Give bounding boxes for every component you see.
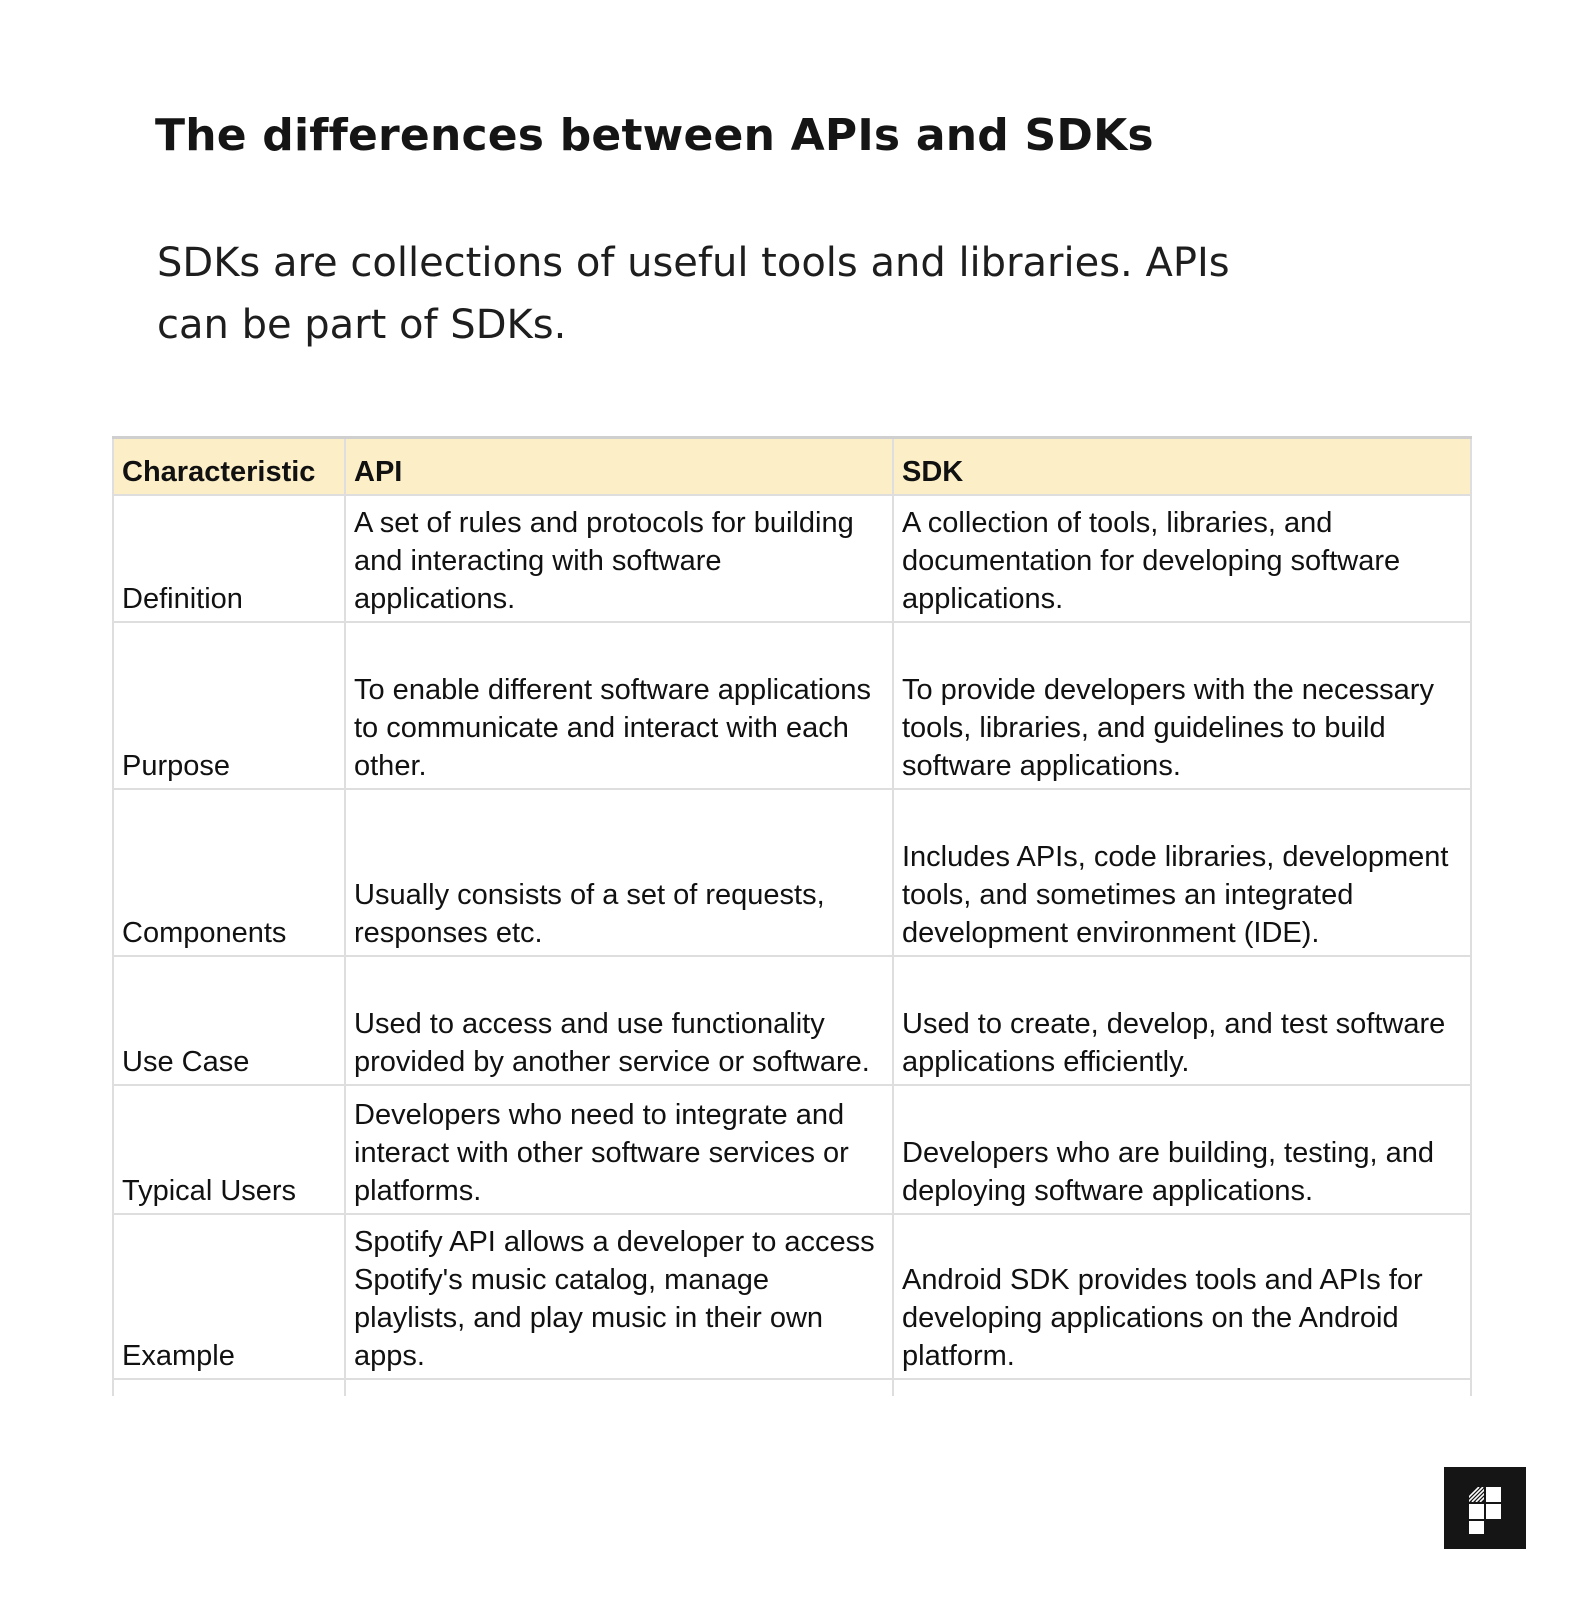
cell-api: Developers who need to integrate and interact with other software services or platforms.	[345, 1085, 893, 1214]
table-row	[113, 495, 1471, 622]
table-row	[113, 1214, 1471, 1379]
cell-characteristic: Purpose	[113, 622, 345, 789]
empty-cell	[113, 1379, 345, 1396]
table-row	[113, 956, 1471, 1085]
cell-characteristic: Components	[113, 789, 345, 956]
cell-characteristic: Example	[113, 1214, 345, 1379]
cell-sdk: A collection of tools, libraries, and documentation for developing software applications.	[893, 495, 1471, 622]
comparison-table	[112, 436, 1472, 1396]
table-header-row	[113, 438, 1471, 496]
column-header-sdk: SDK	[893, 438, 1471, 496]
comparison-table-container	[112, 436, 1470, 1396]
cell-api: Spotify API allows a developer to access Spotify's music catalog, manage playlists, and play music in their own apps.	[345, 1214, 893, 1379]
cell-sdk: Used to create, develop, and test software applications efficiently.	[893, 956, 1471, 1085]
page-title: The differences between APIs and SDKs	[155, 110, 1154, 161]
cell-sdk: Android SDK provides tools and APIs for developing applications on the Android platform.	[893, 1214, 1471, 1379]
column-header-characteristic: Characteristic	[113, 438, 345, 496]
table-row	[113, 789, 1471, 956]
intro-text: SDKs are collections of useful tools and libraries. APIs can be part of SDKs.	[157, 240, 1230, 348]
cell-sdk: Developers who are building, testing, and deploying software applications.	[893, 1085, 1471, 1214]
table-row	[113, 622, 1471, 789]
empty-cell	[893, 1379, 1471, 1396]
table-row	[113, 1085, 1471, 1214]
grid-logo-icon	[1444, 1467, 1526, 1549]
cell-api: Usually consists of a set of requests, responses etc.	[345, 789, 893, 956]
cell-characteristic: Definition	[113, 495, 345, 622]
cell-api: Used to access and use functionality provided by another service or software.	[345, 956, 893, 1085]
cell-api: To enable different software applications to communicate and interact with each other.	[345, 622, 893, 789]
cell-characteristic: Typical Users	[113, 1085, 345, 1214]
cell-characteristic: Use Case	[113, 956, 345, 1085]
column-header-api: API	[345, 438, 893, 496]
cell-sdk: Includes APIs, code libraries, development tools, and sometimes an integrated development environment (IDE).	[893, 789, 1471, 956]
table-empty-row	[113, 1379, 1471, 1396]
brand-logo	[1444, 1467, 1526, 1549]
cell-api: A set of rules and protocols for building and interacting with software applications.	[345, 495, 893, 622]
cell-sdk: To provide developers with the necessary tools, libraries, and guidelines to build software applications.	[893, 622, 1471, 789]
empty-cell	[345, 1379, 893, 1396]
